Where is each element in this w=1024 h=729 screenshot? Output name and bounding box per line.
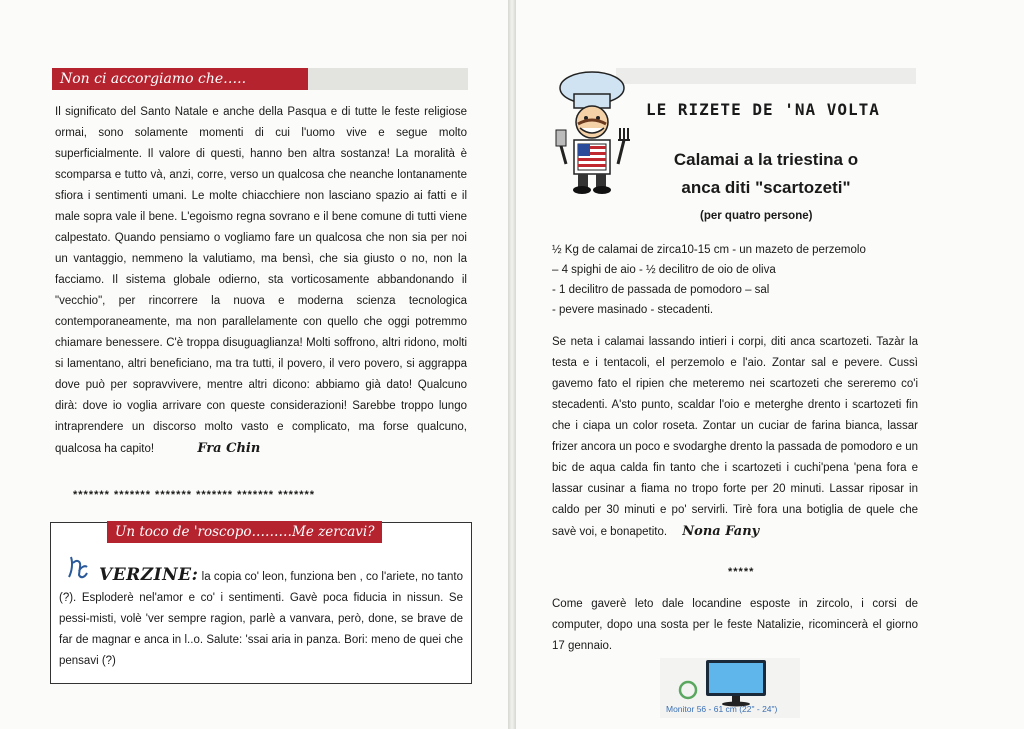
ingredient-line: ½ Kg de calamai de zirca10-15 cm - un mazeto de perzemolo	[552, 244, 866, 256]
article-text: Il significato del Santo Natale e anche della Pasqua e di tutte le feste religiose ormai, sono solamente momenti di cui l'uomo vive e segue molto superficialmente. Il valore di questi, hanno ben altra sostanza! La moralità è scomparsa e tutto và, anzi, corre, verso un qualcosa che neanche lontanamente sfiora i sentimenti umani. Le molte chiacchiere non lasciano spazio ai fatti e il male sopra vale il bene. L'egoismo regna sovrano e il bene comune di tutti viene calpestato. Quando pensiamo o vogliamo fare un qualcosa che non sia per noi un vantaggio, nemmeno la valutiamo, ma bensì, che sia giusto o no, non la facciamo. Il sistema globale odierno, sta vorticosamente abbandonando il "vecchio", per rincorrere la nuova e moderna scienza tecnologica contemporaneamente, ma non parallelamente con quello che oggi potremmo chiamare benessere. C'è troppa disuguaglianza! Molti soffrono, altri ridono, molti si lamentano, altri beneficiano, ma tra tutti, il povero, il vero povero, si aggrappa dove può per sopravvivere, mentre altri dicono: abbiamo già dato! Qualcuno dirà: dove io voglia arrivare con queste considerazioni! Sarebbe troppo lungo intraprendere un discorso molto vasto e complicato, ma forse qualcuno, qualcosa ha capito!	[55, 106, 467, 455]
separator-stars-short: *****	[728, 566, 755, 578]
recipe-signature: Nona Fany	[682, 524, 760, 539]
left-page	[0, 0, 508, 729]
horoscope-text: la copia co' leon, funziona ben , co l'ariete, no tanto (?). Esploderè nel'amor e co' i sentimenti. Gavè poca fiducia in nissun. Se pessi-misti, volè 'ver sempre ragion, parlè a vanvara, però, done, se brave de far de magnar e anca in l..o. Salute: 'ssai aria in panza. Bori: meno de quei che pensavi (?)	[59, 571, 463, 667]
horoscope-banner-title: Un toco de 'roscopo………Me zercavi?	[115, 524, 375, 540]
recipe-title	[636, 146, 896, 202]
ingredient-line: – 4 spighi de aio - ½ decilitro de oio de oliva	[552, 264, 776, 276]
banner-title: Non ci accorgiamo che…..	[60, 71, 247, 87]
recipe-title-line2: anca diti "scartozeti"	[681, 178, 851, 197]
chef-mascot-icon	[548, 66, 636, 196]
show-through-text	[268, 470, 272, 490]
recipe-method	[552, 332, 918, 543]
ingredients-list	[552, 240, 866, 320]
horoscope-banner	[107, 521, 382, 543]
series-title: LE RIZETE DE 'NA VOLTA	[646, 100, 880, 119]
page-gutter	[508, 0, 516, 729]
notice-text: Come gaverè leto dale locandine esposte in zircolo, i corsi de computer, dopo una sosta per le feste Natalizie, ricomincerà el giorno 17 gennaio.	[552, 598, 918, 652]
article-body	[55, 102, 467, 460]
section-banner	[52, 68, 324, 90]
notice-body	[552, 594, 918, 657]
ingredient-line: - 1 decilitro de passada de pomodoro – sal	[552, 284, 770, 296]
ingredient-line: - pevere masinado - stecadenti.	[552, 304, 714, 316]
monitor-label: Monitor 56 - 61 cm (22" - 24")	[666, 704, 778, 714]
banner-shadow	[308, 68, 468, 90]
separator-stars: ******* ******* ******* ******* ******* *******	[73, 489, 316, 501]
method-text: Se neta i calamai lassando intieri i corpi, diti anca scartozeti. Tazàr la testa e i tentacoli, el perzemolo e l'aio. Zontar sal e pevere. Cussì gavemo fato el ripien che meteremo nei scartozeti che sereremo co'i stecadenti. A'sto punto, scaldar l'oio e meterghe drento i scartozeti fin che i ciapa un color roseta. Zontar un cuciar de farina bianca, lassar frizer ancora un poco e svodarghe drento la passada de pomodoro e un bic de aqua calda fin tanto che i scartozeti i cuchi'pena 'pena fora e lassar cusinar a fiama no tropo forte per 20 minuti. Lassar riposar in caldo per 30 minuti e po' servirli. Tirè fora una botiglia de quele che savè voi, e bonapetito.	[552, 336, 918, 538]
servings: (per quatro persone)	[700, 210, 813, 222]
recipe-title-line1: Calamai a la triestina o	[673, 150, 859, 169]
article-signature: Fra Chin	[197, 441, 261, 456]
horoscope-body	[59, 565, 463, 672]
horoscope-box	[50, 522, 472, 684]
right-page	[516, 0, 1024, 729]
horoscope-sign: VERZINE:	[99, 565, 199, 585]
show-through-band	[616, 68, 916, 84]
